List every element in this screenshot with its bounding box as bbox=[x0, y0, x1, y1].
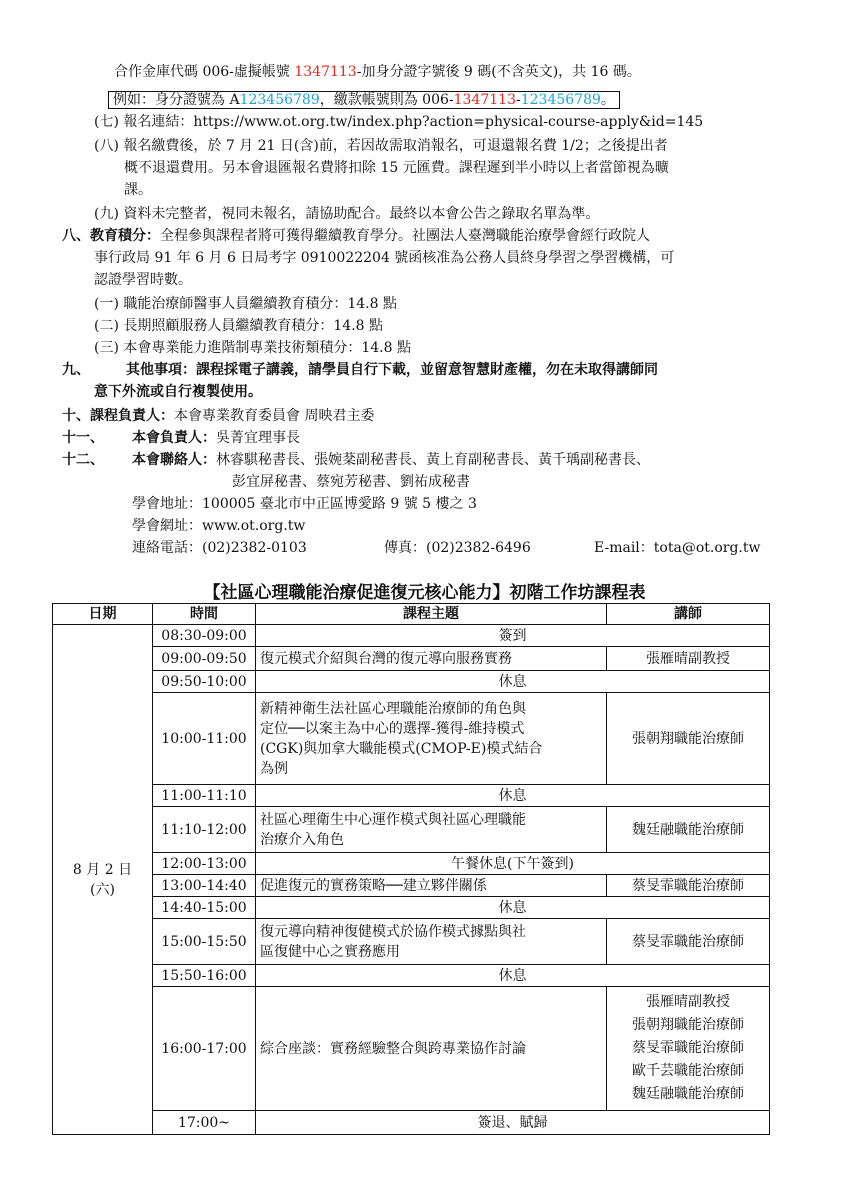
topic-cell: 簽退、賦歸 bbox=[256, 1111, 770, 1135]
topic-line: 定位──以案主為中心的選擇-獲得-維持模式 bbox=[260, 720, 525, 737]
time-cell: 12:00-13:00 bbox=[153, 853, 256, 875]
speaker-name: 張雁晴副教授 bbox=[646, 994, 730, 1010]
time-cell: 10:00-11:00 bbox=[153, 693, 256, 785]
example-id-2: 123456789 bbox=[520, 92, 601, 108]
schedule-table bbox=[52, 603, 770, 1135]
speaker-name: 歐千芸職能治療師 bbox=[632, 1063, 744, 1079]
time-cell: 14:40-15:00 bbox=[153, 897, 256, 919]
table-row bbox=[53, 987, 770, 1111]
time-cell: 08:30-09:00 bbox=[153, 625, 256, 647]
topic-line: 社區心理衛生中心運作模式與社區心理職能 bbox=[260, 811, 526, 828]
topic-cell bbox=[256, 807, 607, 853]
item-8-line3: 課。 bbox=[124, 182, 152, 198]
example-line bbox=[108, 90, 620, 110]
topic-line: 區復健中心之實務應用 bbox=[260, 943, 400, 960]
sec10-heading: 十、課程負責人： bbox=[62, 408, 174, 424]
date-cell bbox=[53, 625, 153, 1135]
sec9-line2: 意下外流或自行複製使用。 bbox=[94, 384, 262, 400]
table-row bbox=[53, 693, 770, 785]
time-cell: 17:00~ bbox=[153, 1111, 256, 1135]
sec8-text-1: 全程參與課程者將可獲得繼續教育學分。社團法人臺灣職能治療學會經行政院人 bbox=[160, 228, 650, 244]
example-code: 1347113 bbox=[453, 92, 516, 108]
speaker-cell: 張朝翔職能治療師 bbox=[607, 693, 770, 785]
example-dash: - bbox=[516, 92, 521, 108]
item-8-line2: 概不退還費用。另本會退匯報名費將扣除 15 元匯費。課程遲到半小時以上者當節視為曠 bbox=[124, 160, 669, 176]
sec12-heading: 本會聯絡人： bbox=[132, 452, 216, 468]
table-row bbox=[53, 919, 770, 965]
sec8-item2: (二) 長期照顧服務人員繼續教育積分：14.8 點 bbox=[94, 318, 383, 334]
account-code-red: 1347113 bbox=[294, 64, 357, 80]
speaker-cell: 蔡旻霏職能治療師 bbox=[607, 919, 770, 965]
sec8-line1 bbox=[62, 226, 650, 246]
topic-cell: 休息 bbox=[256, 785, 770, 807]
sec8-line3: 認證學習時數。 bbox=[94, 272, 192, 288]
topic-cell: 休息 bbox=[256, 897, 770, 919]
speaker-list-cell bbox=[607, 987, 770, 1111]
schedule-header-row bbox=[53, 604, 770, 625]
topic-cell: 休息 bbox=[256, 965, 770, 987]
account-code-line bbox=[114, 62, 641, 82]
sec11-text: 吳菁宜理事長 bbox=[216, 430, 300, 446]
topic-line: (CGK)與加拿大職能模式(CMOP-E)模式結合 bbox=[260, 740, 543, 757]
topic-cell bbox=[256, 919, 607, 965]
schedule-title: 【社區心理職能治療促進復元核心能力】初階工作坊課程表 bbox=[203, 583, 646, 603]
topic-cell bbox=[256, 693, 607, 785]
header-date: 日期 bbox=[53, 604, 153, 625]
date-line1: 8 月 2 日 bbox=[72, 861, 133, 878]
item-8-line1: (八) 報名繳費後，於 7 月 21 日(含)前，若因故需取消報名，可退還報名費 1/2；之後提出者 bbox=[94, 138, 668, 154]
speaker-name: 蔡旻霏職能治療師 bbox=[632, 1040, 744, 1056]
speaker-cell: 張雁晴副教授 bbox=[607, 647, 770, 671]
speaker-cell: 蔡旻霏職能治療師 bbox=[607, 875, 770, 897]
example-end: 。 bbox=[600, 92, 615, 108]
sec12-text-1: 林睿騏秘書長、張婉棻副秘書長、黃上育副秘書長、黃千瑀副秘書長、 bbox=[216, 452, 650, 468]
topic-cell: 促進復元的實務策略──建立夥伴關係 bbox=[256, 875, 607, 897]
example-text-a: 例如：身分證號為 A bbox=[113, 92, 240, 108]
date-line2: (六) bbox=[90, 881, 115, 898]
topic-cell: 綜合座談：實務經驗整合與跨專業協作討論 bbox=[256, 987, 607, 1111]
table-row bbox=[53, 807, 770, 853]
topic-line: 復元導向精神復健模式於協作模式據點與社 bbox=[260, 923, 526, 940]
topic-line: 新精神衛生法社區心理職能治療師的角色與 bbox=[260, 700, 526, 717]
header-time: 時間 bbox=[153, 604, 256, 625]
sec8-line2: 事行政局 91 年 6 月 6 日局考字 0910022204 號函核准為公務人員終身學習之學習機構，可 bbox=[94, 250, 675, 266]
sec11-heading: 本會負責人： bbox=[132, 430, 216, 446]
time-cell: 15:00-15:50 bbox=[153, 919, 256, 965]
sec11-line bbox=[132, 428, 300, 448]
phone: 連絡電話：(02)2382-0103 bbox=[132, 540, 307, 556]
topic-cell: 復元模式介紹與台灣的復元導向服務實務 bbox=[256, 647, 607, 671]
account-text-a: 合作金庫代碼 006-虛擬帳號 bbox=[114, 64, 295, 80]
email: E-mail：tota@ot.org.tw bbox=[594, 540, 761, 556]
table-row bbox=[53, 625, 770, 647]
speaker-name: 魏廷融職能治療師 bbox=[632, 1086, 744, 1102]
time-cell: 13:00-14:40 bbox=[153, 875, 256, 897]
time-cell: 11:10-12:00 bbox=[153, 807, 256, 853]
header-topic: 課程主題 bbox=[256, 604, 607, 625]
sec8-item1: (一) 職能治療師醫事人員繼續教育積分：14.8 點 bbox=[94, 296, 397, 312]
sec10-text: 本會專業教育委員會 周映君主委 bbox=[174, 408, 375, 424]
table-row bbox=[53, 671, 770, 693]
table-row bbox=[53, 965, 770, 987]
sec9-line1: 其他事項：課程採電子講義，請學員自行下載，並留意智慧財產權，勿在未取得講師同 bbox=[126, 362, 658, 378]
topic-cell: 午餐休息(下午簽到) bbox=[256, 853, 770, 875]
example-text-b: ，繳款帳號則為 006- bbox=[319, 92, 454, 108]
time-cell: 09:50-10:00 bbox=[153, 671, 256, 693]
time-cell: 15:50-16:00 bbox=[153, 965, 256, 987]
topic-cell: 簽到 bbox=[256, 625, 770, 647]
speaker-name: 張朝翔職能治療師 bbox=[632, 1017, 744, 1033]
fax: 傳真：(02)2382-6496 bbox=[384, 540, 531, 556]
table-row bbox=[53, 853, 770, 875]
topic-line: 為例 bbox=[260, 760, 288, 777]
header-speaker: 講師 bbox=[607, 604, 770, 625]
topic-line: 治療介入角色 bbox=[260, 831, 344, 848]
sec12-number: 十二、 bbox=[62, 452, 104, 468]
time-cell: 09:00-09:50 bbox=[153, 647, 256, 671]
time-cell: 16:00-17:00 bbox=[153, 987, 256, 1111]
example-id: 123456789 bbox=[239, 92, 320, 108]
account-text-b: -加身分證字號後 9 碼(不含英文)，共 16 碼。 bbox=[356, 64, 641, 80]
address: 學會地址：100005 臺北市中正區博愛路 9 號 5 樓之 3 bbox=[132, 496, 477, 512]
sec12-line2: 彭宜屏秘書、蔡宛芳秘書、劉祐成秘書 bbox=[232, 474, 470, 490]
time-cell: 11:00-11:10 bbox=[153, 785, 256, 807]
table-row bbox=[53, 1111, 770, 1135]
table-row bbox=[53, 875, 770, 897]
item-7-link: (七) 報名連結：https://www.ot.org.tw/index.php?action=physical-course-apply&id=145 bbox=[94, 114, 704, 130]
sec8-heading: 八、教育積分： bbox=[62, 228, 160, 244]
sec9-number: 九、 bbox=[62, 362, 90, 378]
table-row bbox=[53, 897, 770, 919]
speaker-cell: 魏廷融職能治療師 bbox=[607, 807, 770, 853]
item-9: (九) 資料未完整者，視同未報名，請協助配合。最終以本會公告之錄取名單為準。 bbox=[94, 206, 600, 222]
sec12-line1 bbox=[132, 450, 650, 470]
table-row bbox=[53, 785, 770, 807]
sec11-number: 十一、 bbox=[62, 430, 104, 446]
topic-cell: 休息 bbox=[256, 671, 770, 693]
sec8-item3: (三) 本會專業能力進階制專業技術類積分：14.8 點 bbox=[94, 340, 411, 356]
sec10-line bbox=[62, 406, 374, 426]
example-box bbox=[108, 91, 620, 109]
website: 學會網址：www.ot.org.tw bbox=[132, 518, 306, 534]
table-row bbox=[53, 647, 770, 671]
